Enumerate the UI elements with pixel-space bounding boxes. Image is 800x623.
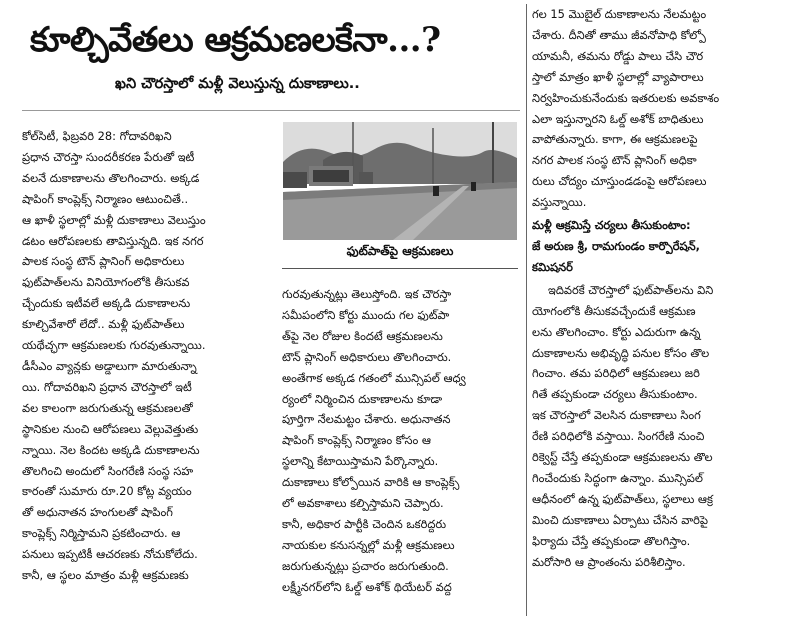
caption-divider [282,268,518,269]
text-line: ఆధీనంలో ఉన్న ఫుట్‌పాత్‌లు, స్థలాలు ఆక్ర [532,491,713,506]
text-line: నాయకుల కనుసన్నల్లో మళ్లీ ఆక్రమణలు [282,537,455,552]
text-line: కమిషనర్ [532,259,573,274]
text-line: వలనే దుకాణాలను తొలగించారు. అక్కడ [22,170,200,185]
text-line: జరుగుతున్నట్లు ప్రచారం జరుగుతుంది. [282,558,449,573]
text-line: రులు చోద్యం చూస్తుండడంపై ఆరోపణలు [532,174,707,189]
text-line: లో అవకాశాలు కల్పిస్తామని చెప్పారు. [282,496,444,511]
text-line: ఎలా ఇస్తున్నారని ఓల్డ్ అశోక్ బాధితులు [532,111,704,126]
text-line: యామనీ, తమను రోడ్డు పాలు చేసి చౌర [532,48,704,63]
column-3-top-text [532,4,790,213]
text-line: గితే తప్పకుండా చర్యలు తీసుకుంటాం. [532,387,698,402]
article-column-2 [282,284,520,598]
text-line: త్‌పై నెల రోజుల కిందటే ఆక్రమణలను [282,328,443,343]
text-line: మరోసారి ఆ ప్రాంతంను పరిశీలిస్తాం. [532,554,686,569]
text-line: గించాం. తమ పరిధిలో ఆక్రమణలు జరి [532,366,700,381]
text-line: కారంతో సుమారు రూ.20 కోట్ల వ్యయం [22,484,192,499]
text-line: తొలగించి అందులో సింగరేణి సంస్థ సహ [22,463,194,478]
text-line: టౌన్ ప్లానింగ్ అధికారులు తొలగించారు. [282,349,452,364]
subheadline-divider [22,110,520,111]
text-line: కోల్‌సిటీ, ఫిబ్రవరి 28: గోదావరిఖని [22,129,172,143]
text-line: కూల్చివేశారో లేదో.. మళ్లీ ఫుట్‌పాత్‌లు [22,317,185,332]
text-line: అంతేగాక అక్కడ గతంలో మున్సిపల్ ఆధ్వ [282,370,466,385]
text-line: ఫిర్యాదు చేస్తే తప్పకుండా తొలగిస్తాం. [532,533,691,548]
photo-caption: ఫుట్‌పాత్‌పై ఆక్రమణలు [346,244,454,258]
text-line: ఇక చౌరస్తాలో వెలసిన దుకాణాలు సింగ [532,408,701,423]
text-line: స్తాలో మాత్రం ఖాళీ స్థలాల్లో వ్యాపారాలు [532,69,704,84]
text-line: వస్తున్నాయి. [532,195,587,210]
text-line: రిక్వెస్ట్ చేస్తే తప్పకుండా ఆక్రమణలను తొల [532,450,713,465]
text-line: లక్ష్మీనగర్‌లోని ఓల్డ్ అశోక్ థియేటర్ వద్ద [282,579,452,594]
text-line: కానీ, ఆ స్థలం మాత్రం మళ్లీ ఆక్రమణకు [22,568,189,583]
text-line: యోగంలోకి తీసుకవచ్చేందుకే ఆక్రమణ [532,303,696,318]
text-line: లను తొలగించాం. కోర్టు ఎదురుగా ఉన్న [532,324,701,339]
text-line: యథేచ్ఛగా ఆక్రమణలకు గురవుతున్నాయి. [22,338,206,353]
text-line: యి. గోదావరిఖని ప్రధాన చౌరస్తాలో ఇటీ [22,379,192,394]
street-photo-image [283,122,517,240]
text-line: తో అధునాతన హంగులతో షాపింగ్ [22,505,173,520]
text-line: పనులు ఇప్పటికీ ఆచరణకు నోచుకోలేదు. [22,547,198,562]
text-line: వాపోతున్నారు. కాగా, ఈ ఆక్రమణలపై [532,132,698,147]
subheadline: ఖని చౌరస్తాలో మళ్లీ వెలుస్తున్న దుకాణాలు.. [115,76,360,92]
text-line: ప్రధాన చౌరస్తా సుందరీకరణ పేరుతో ఇటీ [22,149,195,164]
text-line: గురవుతున్నట్లు తెలుస్తోంది. ఇక చౌరస్తా [282,287,452,301]
text-line: ఆ ఖాళీ స్థలాల్లో మళ్లీ దుకాణాలు వెలుస్తుం [22,212,206,227]
text-line: గించేందుకు సిద్ధంగా ఉన్నాం. మున్సిపల్ [532,470,703,485]
text-line: ర్యంలో నిర్మించిన దుకాణాలను కూడా [282,391,443,406]
text-line: పూర్తిగా నేలమట్టం చేశారు. అధునాతన [282,412,451,427]
text-line: షాపింగ్ కాంప్లెక్స్ నిర్మాణం ఆటుంచితే.. [22,191,189,206]
text-line: డటం ఆరోపణలకు తావిస్తున్నది. ఇక నగర [22,233,204,248]
text-line: నగర పాలక సంస్థ టౌన్ ప్లానింగ్ అధికా [532,153,697,168]
text-line: నిర్వహించుకునేందుకు ఇతరులకు అవకాశం [532,90,720,105]
text-line: ఇదివరకే చౌరస్తాలో ఫుట్‌పాత్‌లను విని [548,282,714,297]
text-line: ఫుట్‌పాత్‌లను వినియోగంలోకి తీసుకవ [22,275,190,290]
text-line: పాలక సంస్థ టౌన్ ప్లానింగ్ అధికారులు [22,254,185,269]
text-line: న్నాయి. నెల కిందట అక్కడి దుకాణాలను [22,442,200,457]
text-line: సమీపంలోని కోర్టు ముందు గల ఫుట్‌పా [282,307,450,322]
text-line: రేణి పరిధిలోకి వస్తాయి. సింగరేణి నుంచి [532,429,705,444]
text-line: చ్చేందుకు ఇటీవలే అక్కడి దుకాణాలను [22,296,191,311]
text-line: వల కాలంగా జరుగుతున్న ఆక్రమణలతో [22,400,193,415]
article-column-1 [22,126,267,586]
text-line: జే అరుణ శ్రీ, రామగుండం కార్పొరేషన్, [532,238,700,253]
column-divider [526,4,527,616]
article-column-3 [532,4,790,572]
text-line: మళ్లీ ఆక్రమిస్తే చర్యలు తీసుకుంటాం: [532,218,691,233]
text-line: దుకాణాలను అభివృద్ధి పనుల కోసం తొల [532,345,710,360]
text-line: డీసీఎం వ్యాన్లకు అడ్డాలుగా మారుతున్నా [22,358,197,373]
text-line: స్థానికుల నుంచి ఆరోపణలు వెల్లువెత్తుతు [22,421,199,436]
text-line: చేశారు. దీనితో తాము జీవనోపాధి కోల్పో [532,27,706,42]
commissioner-quote-text [532,280,790,573]
text-line: మించి దుకాణాలు ఏర్పాటు చేసిన వారిపై [532,512,708,527]
text-line: కాంప్లెక్స్ నిర్మిస్తామని ప్రకటించారు. ఆ [22,526,181,541]
text-line: స్థలాన్ని కేటాయిస్తామని పేర్కొన్నారు. [282,454,439,469]
headline: కూల్చివేతలు ఆక్రమణలకేనా...? [30,20,441,60]
text-line: దుకాణాలు కోల్పోయిన వారికి ఆ కాంప్లెక్స్ [282,475,460,490]
text-line: షాపింగ్ కాంప్లెక్స్ నిర్మాణం కోసం ఆ [282,433,431,448]
text-line: గల 15 మొబైల్ దుకాణాలను నేలమట్టం [532,7,707,21]
commissioner-quote-heading [532,215,790,278]
text-line: కానీ, అధికార పార్టీకి చెందిన ఒకరిద్దరు [282,516,447,531]
street-photo [283,122,517,240]
